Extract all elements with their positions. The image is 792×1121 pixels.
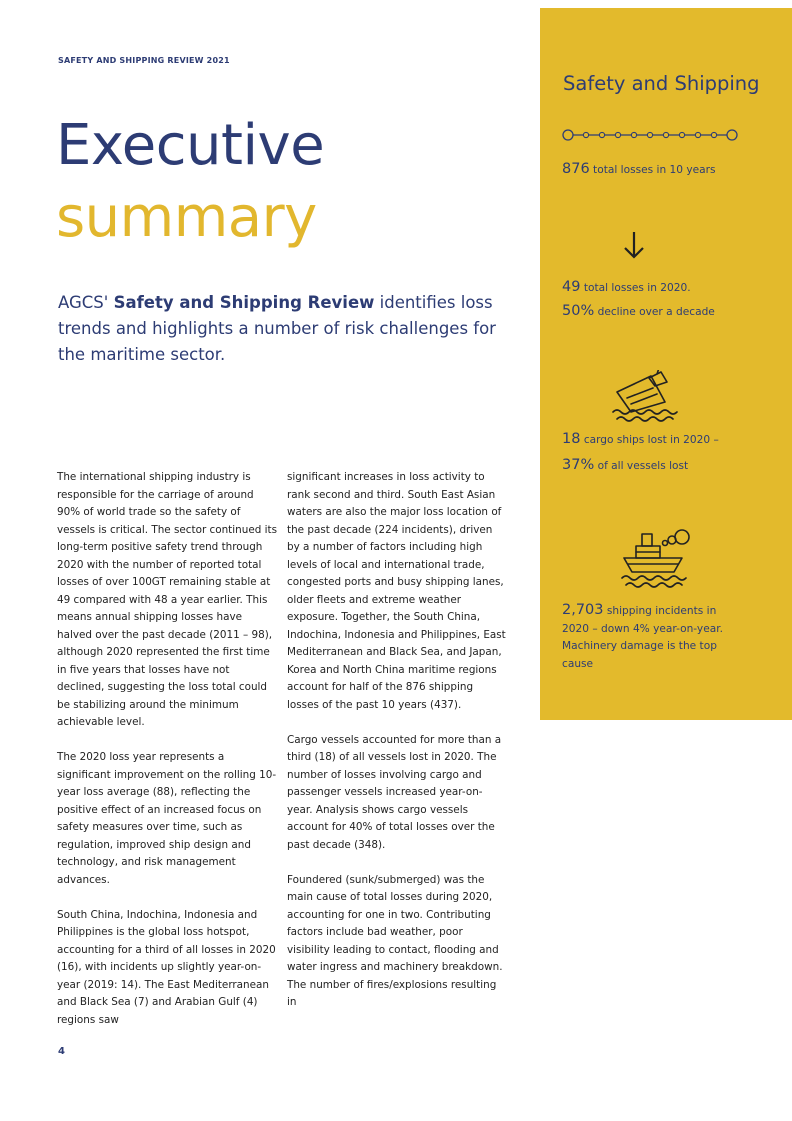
body-column-left bbox=[57, 469, 277, 1047]
stat-losses-2020: 49 total losses in 2020. bbox=[562, 279, 691, 295]
page-title-subtitle: summary bbox=[56, 185, 317, 250]
stat-decline: 50% decline over a decade bbox=[562, 303, 715, 319]
arrow-down-icon bbox=[622, 230, 646, 260]
stat-total-losses: 876 total losses in 10 years bbox=[562, 161, 716, 177]
sidebar-title: Safety and Shipping bbox=[563, 72, 760, 95]
sinking-ship-icon bbox=[607, 370, 681, 422]
running-header: SAFETY AND SHIPPING REVIEW 2021 bbox=[58, 56, 230, 65]
body-paragraph: Cargo vessels accounted for more than a third (18) of all vessels lost in 2020. The number of losses involving cargo and passenger vessels increased year-on-year. Analysis shows cargo vessels account for 40% of total losses over the past decade (348). bbox=[287, 733, 502, 851]
intro-bold-title: Safety and Shipping Review bbox=[113, 293, 375, 312]
body-paragraph: significant increases in loss activity to rank second and third. South East Asian waters are also the major loss location of the past decade (224 incidents), driven by a number of factors including high levels of local and international trade, congested ports and busy shipping lanes, older fleets and extreme weather exposure. Together, the South China, Indochina, Indonesia and Philippines, East Mediterranean and Black Sea, and Japan, Korea and North China maritime regions account for half of the 876 shipping losses of the past 10 years (437). bbox=[287, 471, 506, 711]
stat-shipping-incidents: 2,703 shipping incidents in 2020 – down 4% year-on-year. Machinery damage is the top cause bbox=[562, 602, 723, 670]
timeline-icon bbox=[562, 128, 740, 142]
stat-cargo-ships: 18 cargo ships lost in 2020 – bbox=[562, 431, 719, 447]
page-title: Executive bbox=[56, 113, 325, 178]
body-column-right bbox=[287, 469, 507, 1029]
body-paragraph: The international shipping industry is responsible for the carriage of around 90% of world trade so the safety of vessels is critical. The sector continued its long-term positive safety trend through 2020 with the number of reported total losses of over 100GT remaining stable at 49 compared with 48 a year earlier. This means annual shipping losses have halved over the past decade (2011 – 98), although 2020 represented the first time in five years that losses have not declined, suggesting the loss total could be stabilizing around the minimum achievable level. bbox=[57, 471, 277, 728]
stats-sidebar bbox=[540, 8, 792, 720]
body-paragraph: South China, Indochina, Indonesia and Philippines is the global loss hotspot, accounting for a third of all losses in 2020 (16), with incidents up slightly year-on-year (2019: 14). The East Mediterranean and Black Sea (7) and Arabian Gulf (4) regions saw bbox=[57, 908, 276, 1026]
stat-cargo-percent: 37% of all vessels lost bbox=[562, 457, 689, 473]
page-number: 4 bbox=[58, 1046, 65, 1057]
cargo-ship-icon bbox=[620, 524, 700, 588]
body-paragraph: Foundered (sunk/submerged) was the main cause of total losses during 2020, accounting for one in two. Contributing factors include bad weather, poor visibility leading to contact, flooding and water ingress and machinery breakdown. The number of fires/explosions resulting in bbox=[287, 873, 503, 1008]
intro-paragraph: AGCS' Safety and Shipping Review identifies loss trends and highlights a number of risk challenges for the maritime sector. bbox=[58, 293, 496, 364]
body-paragraph: The 2020 loss year represents a significant improvement on the rolling 10-year loss average (88), reflecting the positive effect of an increased focus on safety measures over time, such as regulation, improved ship design and technology, and risk management advances. bbox=[57, 751, 277, 886]
